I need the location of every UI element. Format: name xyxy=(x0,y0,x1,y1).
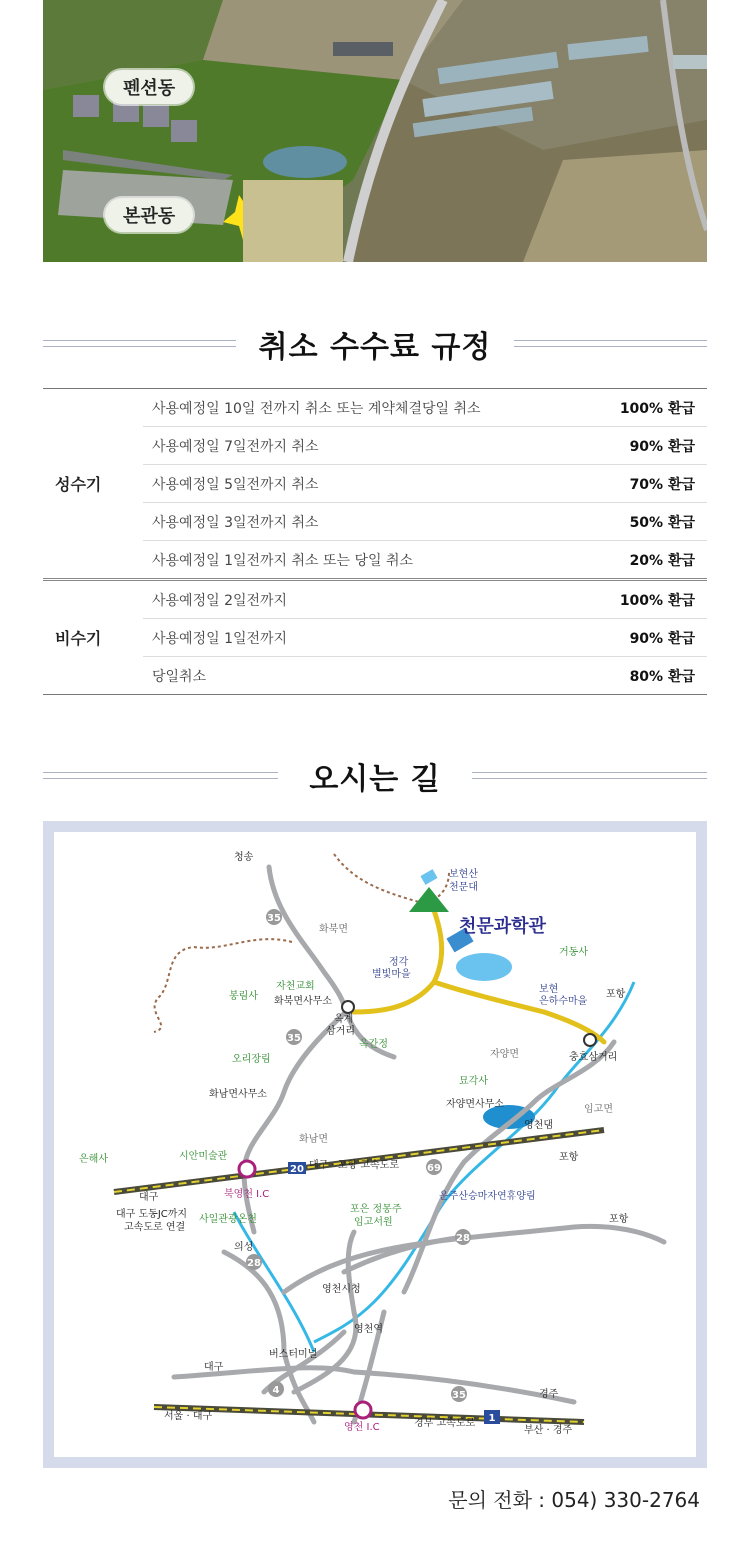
table-row xyxy=(143,581,707,619)
table-row xyxy=(143,427,707,465)
label-imgo: 임고면 xyxy=(584,1104,613,1115)
label-jacheon: 자천교회 xyxy=(276,981,315,992)
cancel-title: 취소 수수료 규정 xyxy=(258,330,492,365)
label-hwabuk-office: 화북면사무소 xyxy=(274,996,332,1007)
condition: 사용예정일 5일전까지 취소 xyxy=(152,476,319,493)
route-35c: 35 xyxy=(452,1390,466,1401)
contact-phone: 문의 전화 : 054) 330-2764 xyxy=(448,1488,700,1512)
refund-rate: 90% 환급 xyxy=(629,438,695,455)
directions-title: 오시는 길 xyxy=(309,762,441,797)
label-pohang-top: 포항 xyxy=(606,989,626,1000)
label-dodong-2: 고속도로 연결 xyxy=(124,1222,186,1233)
off-season-group xyxy=(43,578,707,695)
label-dodong-1: 대구 도동JC까지 xyxy=(116,1209,188,1220)
label-okgye-1: 옥계 xyxy=(334,1014,354,1025)
label-okganjeong: 옥간정 xyxy=(359,1039,388,1050)
table-row xyxy=(143,619,707,657)
refund-rate: 80% 환급 xyxy=(629,668,695,685)
label-pohang-mid: 포항 xyxy=(559,1152,579,1163)
label-bongrimsa: 봉림사 xyxy=(229,991,258,1002)
refund-rate: 50% 환급 xyxy=(629,514,695,531)
directions-section-header xyxy=(43,754,707,797)
label-jeonggak: 정각 xyxy=(389,957,409,968)
label-poeun-1: 포은 정몽주 xyxy=(350,1204,402,1215)
label-gyeongju: 경주 xyxy=(539,1389,559,1400)
cancel-section-header xyxy=(43,322,707,365)
route-28a: 28 xyxy=(247,1258,261,1269)
label-gyeongbu: 경부 고속도로 xyxy=(414,1418,476,1429)
label-bukyeongcheon: 북영천 I.C xyxy=(224,1189,270,1200)
label-destination: 천문과학관 xyxy=(459,916,546,937)
refund-rate: 100% 환급 xyxy=(619,400,695,417)
label-jayang: 자양면 xyxy=(490,1049,519,1060)
label-hwabuk: 화북면 xyxy=(319,924,348,935)
condition: 사용예정일 1일전까지 취소 또는 당일 취소 xyxy=(152,552,414,569)
label-hwanam: 화남면 xyxy=(299,1134,328,1145)
pension-building-label: 펜션동 xyxy=(105,70,193,104)
aerial-photo xyxy=(43,0,707,262)
condition: 당일취소 xyxy=(152,668,207,685)
route-35a: 35 xyxy=(267,913,281,924)
label-expressway-top: 대구 · 포항 고속도로 xyxy=(309,1160,399,1171)
refund-rate: 20% 환급 xyxy=(629,552,695,569)
label-chunghyo: 충효삼거리 xyxy=(569,1052,618,1063)
route-35b: 35 xyxy=(287,1033,301,1044)
main-building-label: 본관동 xyxy=(105,198,193,232)
label-busan: 부산 · 경주 xyxy=(524,1425,573,1436)
condition: 사용예정일 10일 전까지 취소 또는 계약체결당일 취소 xyxy=(152,400,481,417)
refund-rate: 90% 환급 xyxy=(629,630,695,647)
group-name: 비수기 xyxy=(55,629,102,648)
route-1: 1 xyxy=(488,1413,496,1424)
label-station: 영천역 xyxy=(354,1324,383,1335)
label-okgye-2: 삼거리 xyxy=(326,1026,355,1037)
route-4: 4 xyxy=(272,1385,280,1396)
label-pohang-low: 포항 xyxy=(609,1214,629,1225)
table-row xyxy=(143,389,707,427)
label-uiseong: 의성 xyxy=(234,1242,254,1253)
peak-season-group xyxy=(43,388,707,578)
label-eunhaesa: 은해사 xyxy=(79,1154,108,1165)
label-cityhall: 영천시청 xyxy=(322,1284,361,1295)
refund-rate: 100% 환급 xyxy=(619,592,695,609)
label-geodongsa: 거동사 xyxy=(559,947,588,958)
label-observatory-line2: 천문대 xyxy=(449,882,478,893)
route-28b: 28 xyxy=(456,1233,470,1244)
label-saillgwang: 사일관광온천 xyxy=(199,1214,257,1225)
label-bus: 버스터미널 xyxy=(269,1349,318,1360)
label-poeun-2: 임고서원 xyxy=(354,1217,393,1228)
label-jayang-office: 자양면사무소 xyxy=(446,1099,504,1110)
label-yeongcheon-ic: 영천 I.C xyxy=(344,1422,380,1433)
label-daegu-low: 대구 xyxy=(204,1362,224,1373)
route-20: 20 xyxy=(290,1164,304,1175)
directions-map xyxy=(43,821,707,1468)
label-observatory-line1: 보현산 xyxy=(449,869,478,880)
label-cheongsong: 청송 xyxy=(234,852,254,863)
condition: 사용예정일 7일전까지 취소 xyxy=(152,438,319,455)
cancel-fee-table xyxy=(43,388,707,695)
label-hwanam-office: 화남면사무소 xyxy=(209,1089,267,1100)
label-bohyeon: 보현 xyxy=(539,984,559,995)
label-myogaksa: 묘각사 xyxy=(459,1076,488,1087)
table-row xyxy=(143,541,707,578)
label-seoul: 서울 · 대구 xyxy=(164,1411,213,1422)
condition: 사용예정일 2일전까지 xyxy=(152,592,288,609)
label-byeolbit: 별빛마을 xyxy=(372,969,411,980)
table-row xyxy=(143,503,707,541)
refund-rate: 70% 환급 xyxy=(629,476,695,493)
label-eunhasu: 은하수마을 xyxy=(539,996,588,1007)
table-row xyxy=(143,657,707,694)
group-name: 성수기 xyxy=(55,475,102,494)
label-unjusan: 운주산승마자연휴양림 xyxy=(439,1191,536,1202)
label-yeongcheon-dam: 영천댐 xyxy=(524,1120,553,1131)
label-orijangrim: 오리장림 xyxy=(232,1054,271,1065)
route-69: 69 xyxy=(427,1163,441,1174)
label-sian: 시안미술관 xyxy=(179,1151,228,1162)
condition: 사용예정일 3일전까지 취소 xyxy=(152,514,319,531)
table-row xyxy=(143,465,707,503)
condition: 사용예정일 1일전까지 xyxy=(152,630,288,647)
label-daegu-left: 대구 xyxy=(139,1192,159,1203)
